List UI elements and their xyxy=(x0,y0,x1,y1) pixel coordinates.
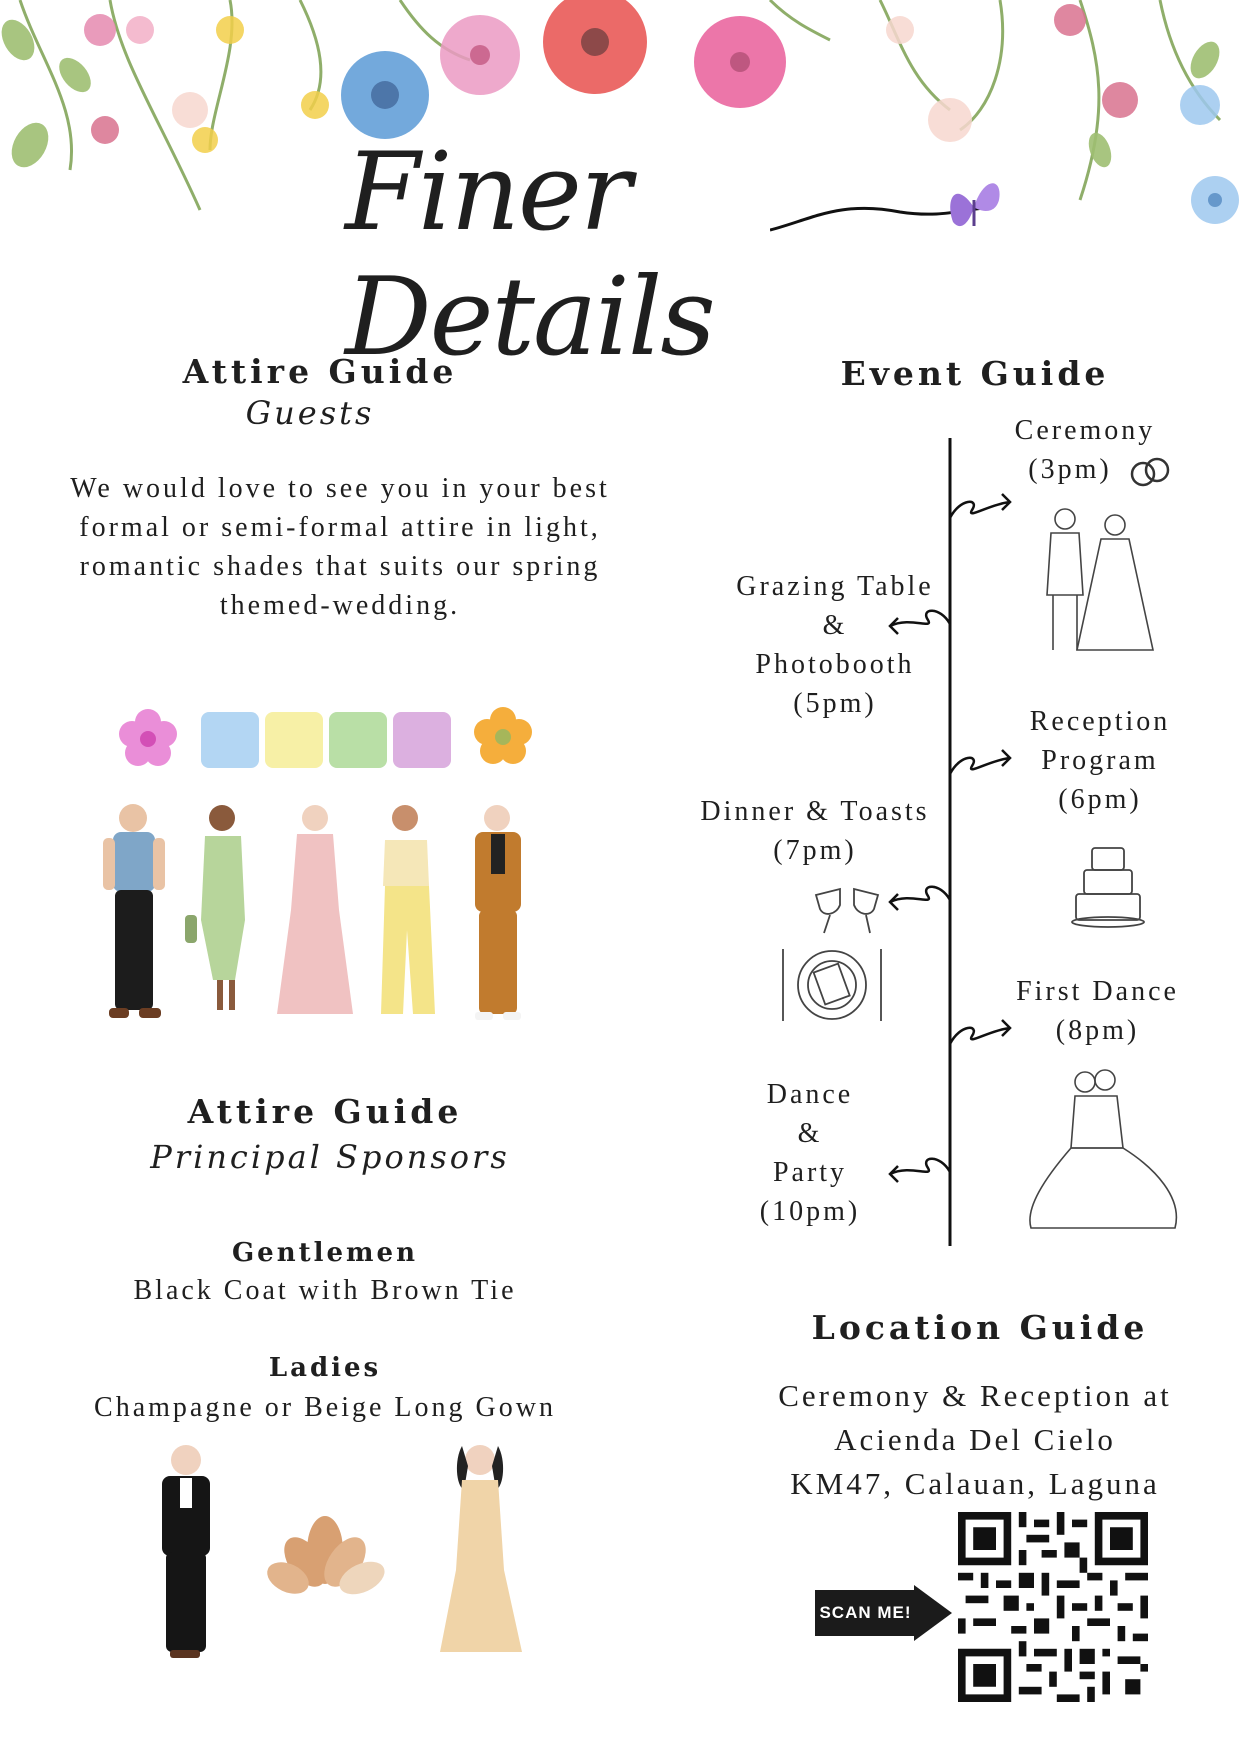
sponsor-figures xyxy=(150,1440,530,1670)
event-dance-amp: & xyxy=(797,1118,823,1149)
guest-figure-2 xyxy=(185,805,245,1010)
event-grazing-name2: Photobooth xyxy=(755,649,915,680)
palette-swatch-blue xyxy=(201,712,259,768)
event-dance-time: (10pm) xyxy=(759,1196,861,1227)
event-reception-name2: Program xyxy=(1041,745,1159,776)
event-ceremony-time: (3pm) xyxy=(1028,454,1112,485)
event-firstdance xyxy=(1010,972,1185,1050)
palette-swatch-yellow xyxy=(265,712,323,768)
attire-guests-subtitle: Guests xyxy=(245,394,375,432)
rings-icon xyxy=(1125,452,1175,490)
butterfly-icon xyxy=(945,170,1005,240)
guest-figure-1 xyxy=(103,804,165,1018)
event-firstdance-name: First Dance xyxy=(1016,976,1179,1007)
wine-glasses-icon xyxy=(810,875,890,937)
flower-right-icon xyxy=(473,706,533,766)
guest-figure-4 xyxy=(381,805,435,1014)
event-ceremony-name: Ceremony xyxy=(1014,415,1156,446)
gentlemen-text: Black Coat with Brown Tie xyxy=(133,1275,517,1306)
arrow-right-icon xyxy=(914,1585,954,1641)
location-line-3: KM47, Calauan, Laguna xyxy=(790,1466,1160,1501)
ladies-text: Champagne or Beige Long Gown xyxy=(94,1392,556,1423)
guest-figure-5 xyxy=(475,805,521,1020)
location-line-1: Ceremony & Reception at xyxy=(778,1378,1172,1413)
location-address xyxy=(760,1374,1190,1506)
event-dinner-name: Dinner & Toasts xyxy=(700,796,930,827)
event-dance-name: Dance xyxy=(766,1079,854,1110)
timeline-hook-ceremony xyxy=(950,494,1010,518)
guest-figure-3 xyxy=(277,805,353,1014)
event-dance-name2: Party xyxy=(772,1157,848,1188)
sponsor-gentleman-figure xyxy=(162,1445,210,1658)
timeline-hook-reception xyxy=(950,750,1010,774)
couple-dancing-icon xyxy=(1025,1068,1185,1236)
event-dinner xyxy=(690,792,940,870)
scan-me-label: SCAN ME! xyxy=(815,1590,916,1636)
qr-code[interactable] xyxy=(958,1512,1148,1702)
palette-swatch-green xyxy=(329,712,387,768)
event-guide-title: Event Guide xyxy=(840,354,1110,393)
event-grazing-amp: & xyxy=(822,610,848,641)
event-firstdance-time: (8pm) xyxy=(1055,1015,1140,1046)
event-reception xyxy=(1010,702,1190,819)
attire-sponsors-subtitle: Principal Sponsors xyxy=(150,1138,510,1176)
attire-sponsors-title: Attire Guide xyxy=(187,1092,463,1131)
event-grazing xyxy=(720,567,950,723)
location-line-2: Acienda Del Cielo xyxy=(834,1422,1116,1457)
event-dance xyxy=(745,1075,875,1231)
ladies-label: Ladies xyxy=(268,1353,382,1383)
sponsor-lady-figure xyxy=(440,1445,522,1652)
attire-guests-description: We would love to see you in your best formal or semi-formal attire in light, romantic shades that suits our spring themed-wedding. xyxy=(70,473,610,621)
gentlemen-label: Gentlemen xyxy=(231,1238,419,1268)
event-reception-name: Reception xyxy=(1029,706,1171,737)
timeline-hook-firstdance xyxy=(950,1020,1010,1044)
sponsor-ornament xyxy=(262,1516,390,1601)
location-guide-title: Location Guide xyxy=(811,1308,1149,1347)
event-dinner-time: (7pm) xyxy=(773,835,857,866)
event-grazing-name: Grazing Table xyxy=(736,571,934,602)
event-reception-time: (6pm) xyxy=(1058,784,1142,815)
cake-icon xyxy=(1070,840,1146,928)
flower-left-icon xyxy=(118,708,178,768)
page-title: Finer Details xyxy=(345,130,714,380)
bride-groom-icon xyxy=(1035,505,1155,655)
event-grazing-time: (5pm) xyxy=(793,688,877,719)
plate-setting-icon xyxy=(775,945,890,1025)
timeline-hook-dance xyxy=(890,1159,950,1182)
palette-swatch-purple xyxy=(393,712,451,768)
guest-figures xyxy=(95,800,565,1035)
attire-guests-title: Attire Guide xyxy=(182,352,458,391)
event-ceremony xyxy=(990,411,1180,450)
timeline-hook-dinner xyxy=(890,887,950,910)
